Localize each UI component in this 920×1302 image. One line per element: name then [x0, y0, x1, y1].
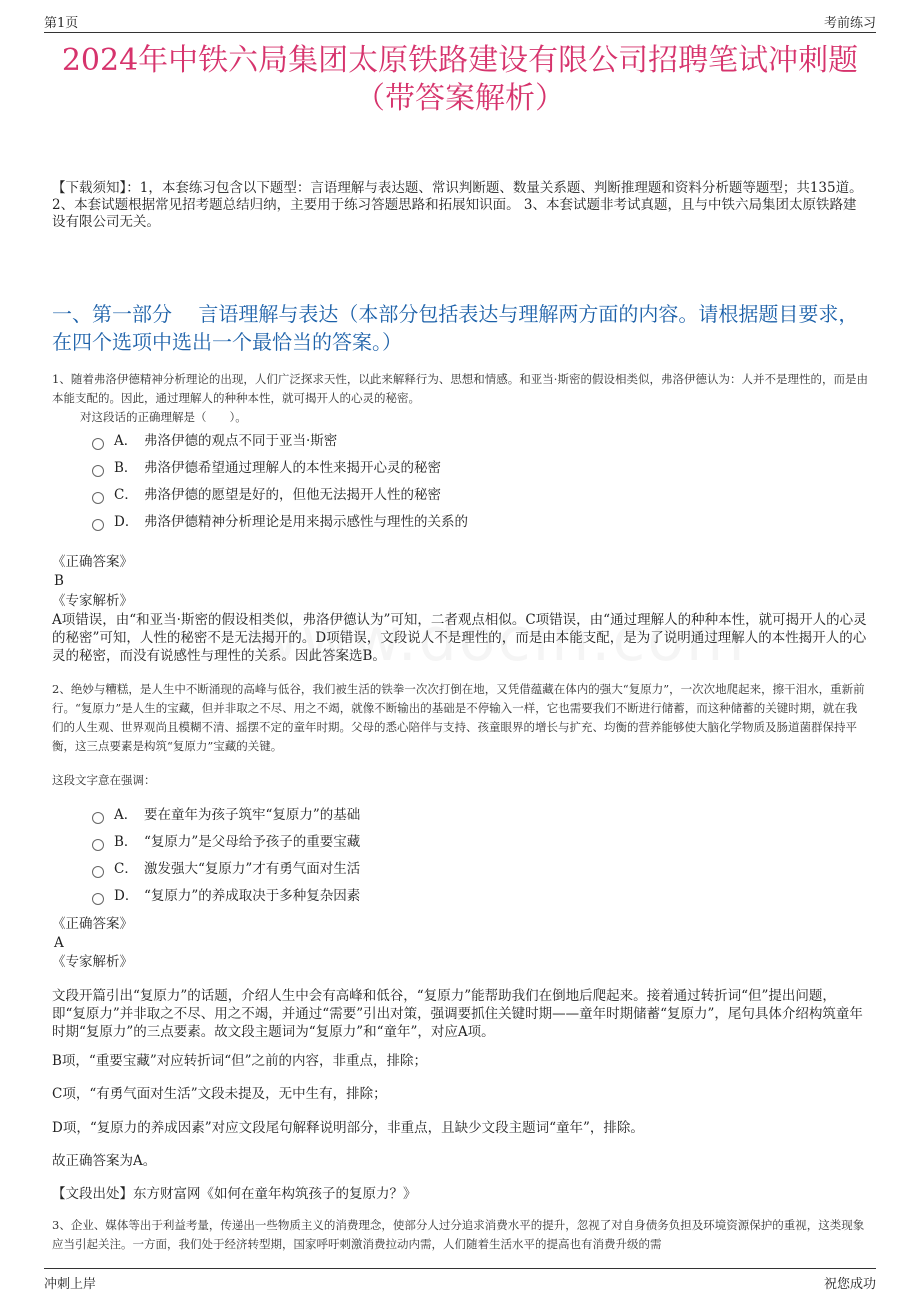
radio-icon[interactable] — [92, 465, 104, 477]
download-notice: 【下载须知】：1，本套练习包含以下题型：言语理解与表达题、常识判断题、数量关系题、判断推理题和资料分析题等题型；共135道。 2、本套试题根据常见招考题总结归纳，主要用于练习答题思路和拓展知识面。 3、本套试题非考试真题，且与中铁六局集团太原铁路建设有限公司无关。 — [52, 180, 863, 230]
page-header — [0, 0, 920, 34]
question-1-option-c[interactable]: C． 弗洛伊德的愿望是好的，但他无法揭开人性的秘密 — [92, 485, 441, 505]
radio-icon[interactable] — [92, 839, 104, 851]
answer-label: 《正确答案》 — [52, 554, 133, 570]
footer-divider — [44, 1268, 876, 1269]
watermark — [250, 605, 746, 675]
question-1-prompt: 对这段话的正确理解是（ ）。 — [80, 410, 247, 424]
radio-icon[interactable] — [92, 519, 104, 531]
question-3-text: 3、企业、媒体等出于利益考量，传递出一些物质主义的消费理念，使部分人过分追求消费水平的提升，忽视了对自身债务负担及环境资源保护的重视，这类现象应当引起关注。一方面，我们处于经济转型期，国家呼吁刺激消费拉动内需，人们随着生活水平的提高也有消费升级的需 — [52, 1218, 865, 1251]
answer-value: A — [54, 935, 64, 951]
analysis-paragraph: 故正确答案为A。 — [52, 1153, 157, 1169]
answer-value: B — [54, 573, 64, 589]
question-1-option-a[interactable]: A． 弗洛伊德的观点不同于亚当·斯密 — [92, 431, 337, 451]
header-label: 考前练习 — [823, 16, 876, 31]
answer-label: 《正确答案》 — [52, 916, 133, 932]
title-line-2: （带答案解析） — [355, 81, 565, 116]
question-2-text: 2、绝妙与糟糕，是人生中不断涌现的高峰与低谷，我们被生活的铁拳一次次打倒在地，又凭借蕴藏在体内的强大“复原力”，一次次地爬起来，擦干泪水，重新前行。“复原力”是人生的宝藏，但并非取之不尽、用之不竭，就像不断输出的基础是不停输入一样，它也需要我们不断进行储蓄，而这种储蓄的关键时期，就在我们的人生观、世界观尚且模糊不清、摇摆不定的童年时期。父母的悉心陪伴与支持、孩童眼界的增长与扩充、均衡的营养能够使大脑化学物质及肠道菌群保持平衡，这三点要素是构筑“复原力”宝藏的关键。 — [52, 682, 865, 753]
page-number: 第1页 — [44, 16, 79, 31]
radio-icon[interactable] — [92, 893, 104, 905]
question-2-option-b[interactable]: B． “复原力”是父母给予孩子的重要宝藏 — [92, 832, 360, 852]
question-1-option-d[interactable]: D． 弗洛伊德精神分析理论是用来揭示感性与理性的关系的 — [92, 512, 468, 532]
title-line-1: 2024年中铁六局集团太原铁路建设有限公司招聘笔试冲刺题 — [61, 43, 859, 78]
analysis-paragraph: D项，“复原力的养成因素”对应文段尾句解释说明部分，非重点，且缺少文段主题词“童年”，排除。 — [52, 1120, 644, 1136]
analysis-paragraph: C项，“有勇气面对生活”文段未提及，无中生有，排除； — [52, 1086, 387, 1102]
radio-icon[interactable] — [92, 866, 104, 878]
document-title — [40, 42, 880, 118]
question-1-text: 1、随着弗洛伊德精神分析理论的出现，人们广泛探求天性，以此来解释行为、思想和情感。和亚当·斯密的假设相类似，弗洛伊德认为：人并不是理性的，而是由本能支配的。因此，通过理解人的种种本性，就可揭开人的心灵的秘密。 — [52, 372, 868, 405]
footer-left-label: 冲刺上岸 — [44, 1277, 97, 1292]
analysis-paragraph: B项，“重要宝藏”对应转折词“但”之前的内容，非重点，排除； — [52, 1053, 428, 1069]
question-2-prompt: 这段文字意在强调： — [52, 773, 156, 787]
analysis-label: 《专家解析》 — [52, 954, 133, 970]
analysis-text: A项错误，由“和亚当·斯密的假设相类似，弗洛伊德认为”可知，二者观点相似。C项错误，由“通过理解人的种种本性，就可揭开人的心灵的秘密”可知，人性的秘密不是无法揭开的。D项错误，文段说人不是理性的，而是由本能支配，是为了说明通过理解人的本性揭开人的心灵的秘密，而没有说感性与理性的关系。因此答案选B。 — [52, 612, 867, 664]
analysis-label: 《专家解析》 — [52, 593, 133, 609]
header-divider — [44, 32, 876, 33]
question-2-option-d[interactable]: D． “复原力”的养成取决于多种复杂因素 — [92, 886, 360, 906]
question-2-option-c[interactable]: C． 激发强大“复原力”才有勇气面对生活 — [92, 859, 360, 879]
question-2-option-a[interactable]: A． 要在童年为孩子筑牢“复原力”的基础 — [92, 805, 360, 825]
footer-right-label: 祝您成功 — [823, 1277, 876, 1292]
radio-icon[interactable] — [92, 438, 104, 450]
radio-icon[interactable] — [92, 492, 104, 504]
radio-icon[interactable] — [92, 812, 104, 824]
analysis-paragraph: 文段开篇引出“复原力”的话题，介绍人生中会有高峰和低谷，“复原力”能帮助我们在倒地后爬起来。接着通过转折词“但”提出问题，即“复原力”并非取之不尽、用之不竭，并通过“需要”引出对策，强调要抓住关键时期——童年时期储蓄“复原力”，尾句具体介绍构筑童年时期“复原力”的三点要素。故文段主题词为“复原力”和“童年”，对应A项。 — [52, 988, 863, 1040]
source-citation: 【文段出处】东方财富网《如何在童年构筑孩子的复原力？》 — [52, 1186, 417, 1202]
section-heading: 一、第一部分 言语理解与表达（本部分包括表达与理解两方面的内容。请根据题目要求，在四个选项中选出一个最恰当的答案。） — [52, 302, 859, 354]
question-1-option-b[interactable]: B． 弗洛伊德希望通过理解人的本性来揭开心灵的秘密 — [92, 458, 441, 478]
